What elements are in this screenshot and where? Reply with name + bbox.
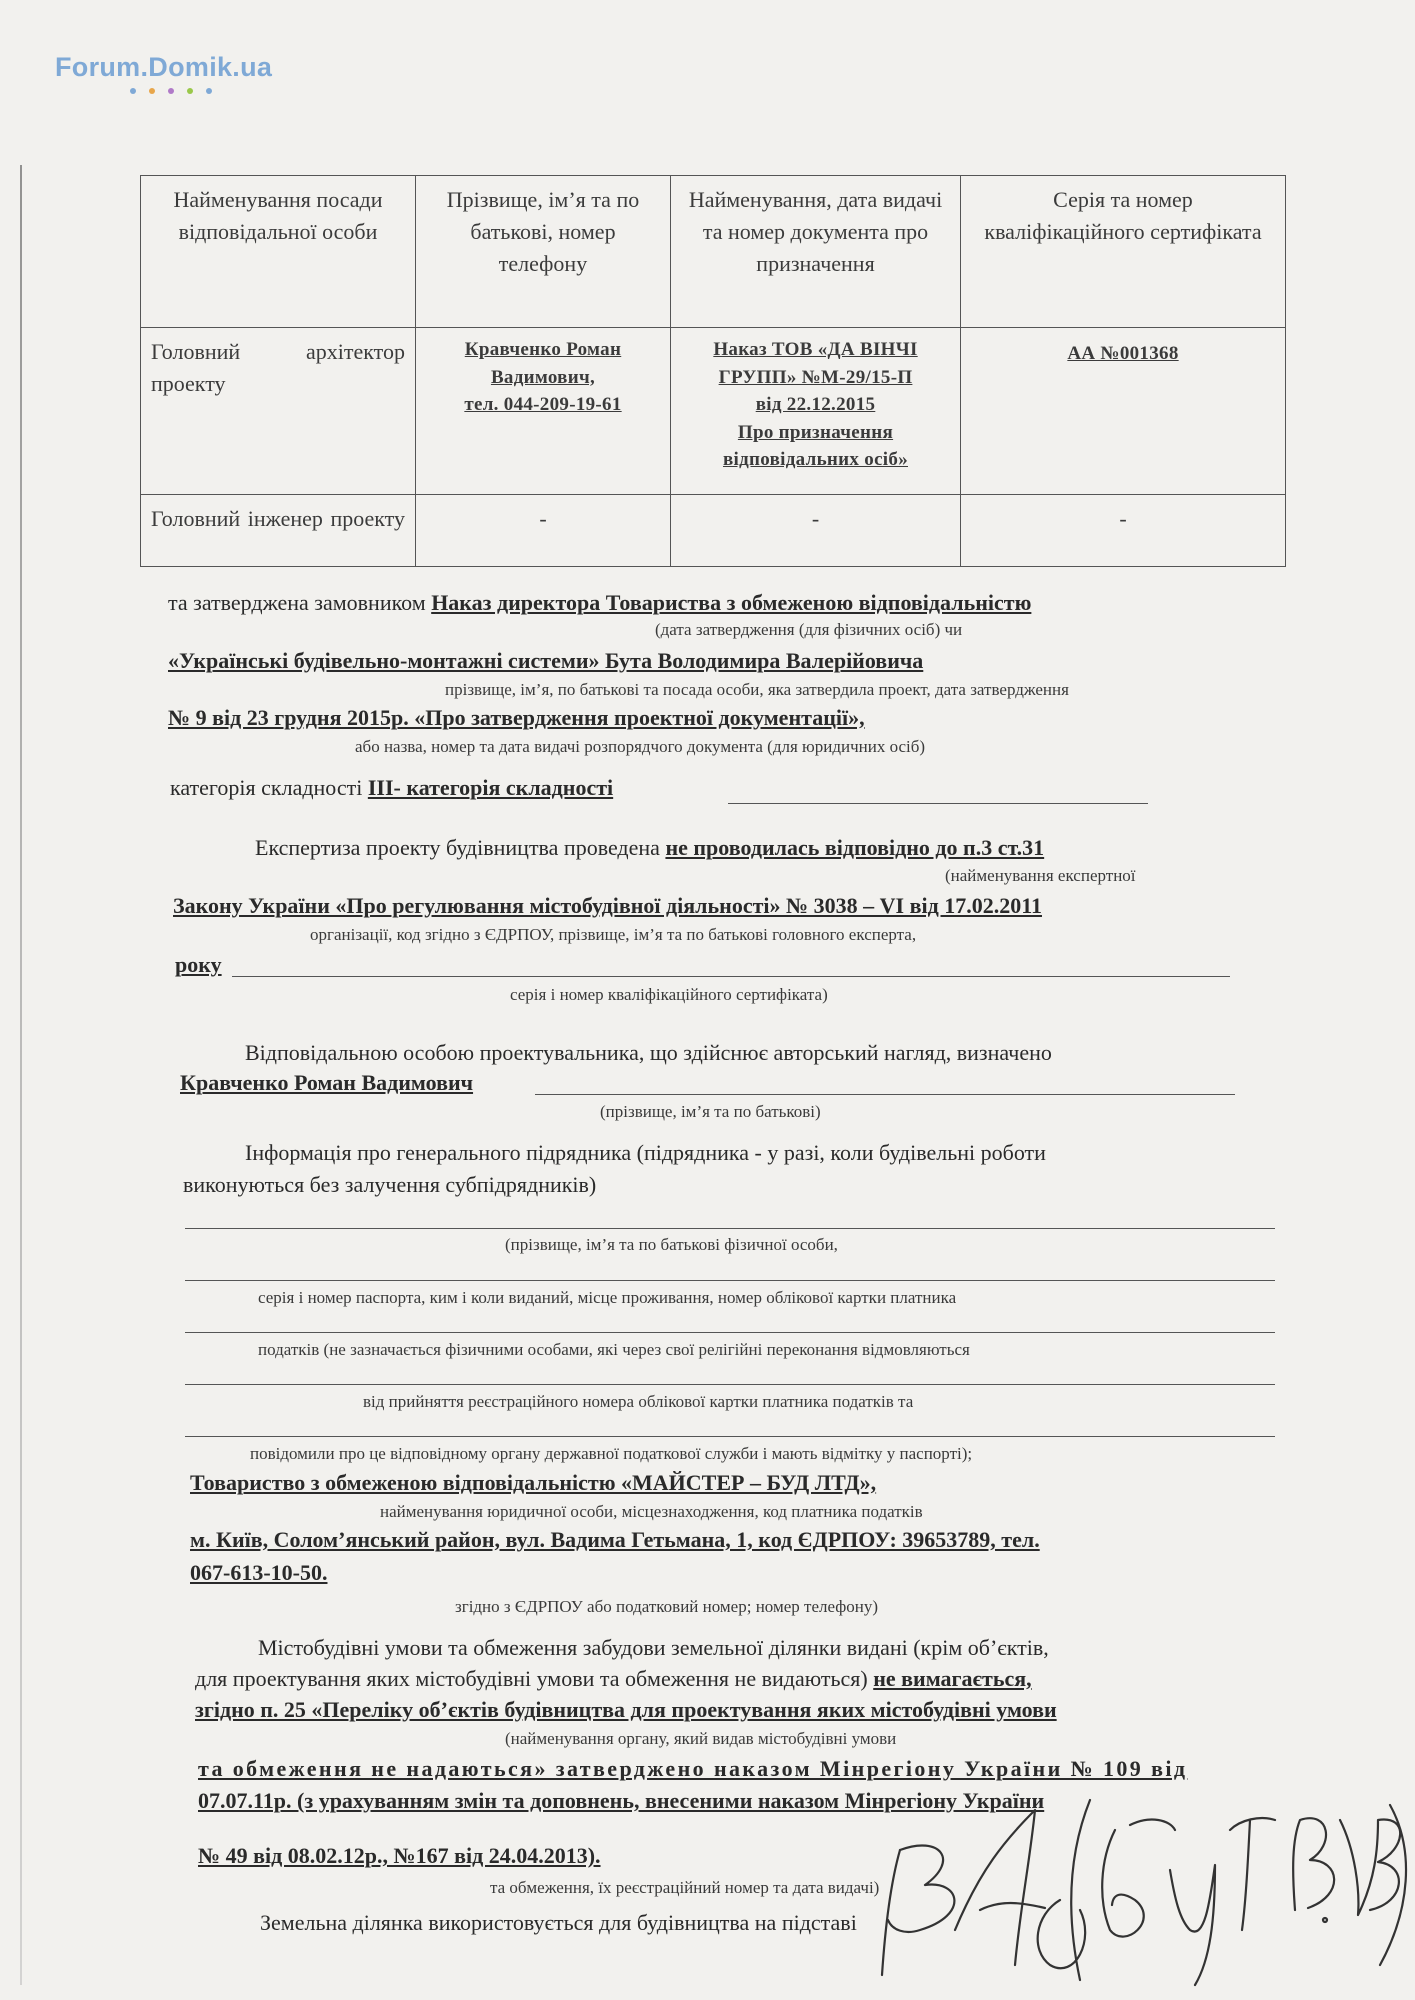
expertise-line-1 xyxy=(255,835,1044,861)
doc-line: від 22.12.2015 xyxy=(755,394,876,416)
signature-stroke xyxy=(980,1903,1045,1910)
signature-stroke xyxy=(1170,1865,1215,1985)
cell-document: - xyxy=(671,495,961,567)
cell-name: - xyxy=(416,495,671,567)
page-edge-shadow xyxy=(20,165,22,1985)
name-line: Кравченко Роман xyxy=(464,339,622,360)
conditions-line-2 xyxy=(195,1666,1032,1692)
contractor-rule xyxy=(185,1436,1275,1437)
approval-caption-1: (дата затвердження (для фізичних осіб) чи xyxy=(655,620,963,639)
conditions-caption-1: (найменування органу, який видав містобудівні умови xyxy=(505,1729,897,1748)
conditions-line-6: № 49 від 08.02.12р., №167 від 24.04.2013). xyxy=(198,1843,601,1868)
doc-line: Наказ ТОВ «ДА ВІНЧІ xyxy=(713,339,918,360)
cell-position: Головний архітектор проекту xyxy=(141,328,416,495)
contractor-caption-2: серія і номер паспорта, ким і коли виданий, місце проживання, номер облікової картки платника xyxy=(258,1288,957,1307)
supervision-line: Відповідальною особою проектувальника, що здійснює авторський нагляд, визначено xyxy=(245,1040,1052,1065)
signature-stroke xyxy=(1230,1818,1275,1930)
header-certificate: Серія та номер кваліфікаційного сертифіката xyxy=(961,176,1286,328)
watermark-dot xyxy=(206,88,212,94)
signature-stroke xyxy=(1102,1830,1144,1937)
table-row xyxy=(141,328,1286,495)
signature-stroke xyxy=(1038,1900,1086,1968)
expertise-underline xyxy=(232,976,1230,977)
contractor-caption-7: згідно з ЄДРПОУ або податковий номер; номер телефону) xyxy=(455,1597,878,1616)
complexity-label: категорія складності xyxy=(170,775,363,800)
phone-line: тел. 044-209-19-61 xyxy=(464,394,622,416)
approval-order: Наказ директора Товариства з обмеженою відповідальністю xyxy=(431,590,1032,615)
watermark-dots xyxy=(130,88,212,94)
approval-line-1 xyxy=(168,590,1031,616)
table-header-row xyxy=(141,176,1286,328)
contractor-caption-3: податків (не зазначається фізичними особами, які через свої релігійні переконання відмовляються xyxy=(258,1340,970,1359)
conditions-line-3: згідно п. 25 «Переліку об’єктів будівництва для проектування яких містобудівні умови xyxy=(195,1697,1057,1722)
handwritten-signature xyxy=(830,1790,1410,1990)
contractor-caption-1: (прізвище, ім’я та по батькові фізичної особи, xyxy=(505,1235,838,1254)
contractor-caption-4: від прийняття реєстраційного номера облікової картки платника податків та xyxy=(363,1392,914,1411)
expertise-caption-2: організації, код згідно з ЄДРПОУ, прізвище, ім’я та по батькові головного експерта, xyxy=(310,925,917,944)
signature-stroke xyxy=(1380,1805,1406,1965)
approval-caption-2: прізвище, ім’я, по батькові та посада особи, яка затвердила проект, дата затвердження xyxy=(445,680,1069,699)
expertise-caption-1: (найменування експертної xyxy=(945,866,1136,885)
supervision-underline xyxy=(535,1094,1235,1095)
conditions-caption-2: та обмеження, їх реєстраційний номер та дата видачі) xyxy=(490,1878,880,1897)
header-document: Найменування, дата видачі та номер документа про призначення xyxy=(671,176,961,328)
expertise-result: не проводилась відповідно до п.3 ст.31 xyxy=(665,835,1045,860)
conditions-line-1: Містобудівні умови та обмеження забудови земельної ділянки видані (крім об’єктів, xyxy=(258,1635,1049,1660)
doc-line: відповідальних осіб» xyxy=(722,449,908,471)
expertise-prefix: Експертиза проекту будівництва проведена xyxy=(255,835,660,860)
signature-dot xyxy=(1323,1918,1327,1922)
name-line: Вадимович, xyxy=(490,366,596,388)
contractor-address-1: м. Київ, Солом’янський район, вул. Вадима Гетьмана, 1, код ЄДРПОУ: 39653789, тел. xyxy=(190,1527,1040,1552)
header-position: Найменування посади відповідальної особи xyxy=(141,176,416,328)
expertise-line-2: Закону України «Про регулювання містобудівної діяльності» № 3038 – VI від 17.02.2011 xyxy=(173,893,1042,918)
watermark-dot xyxy=(168,88,174,94)
signature-stroke xyxy=(882,1850,900,1975)
cell-position: Головний інженер проекту xyxy=(141,495,416,567)
contractor-rule xyxy=(185,1228,1275,1229)
contractor-rule xyxy=(185,1384,1275,1385)
contractor-address-2: 067-613-10-50. xyxy=(190,1560,328,1585)
conditions-status: не вимагається, xyxy=(873,1666,1032,1691)
supervision-caption: (прізвище, ім’я та по батькові) xyxy=(600,1102,821,1121)
conditions-line-4: та обмеження не надаються» затверджено наказом Мінрегіону України № 109 від xyxy=(198,1756,1188,1781)
signature-stroke xyxy=(955,1810,1035,1965)
signature-stroke xyxy=(1293,1818,1334,1910)
complexity-underline xyxy=(728,803,1148,804)
signature-stroke xyxy=(1130,1820,1175,1830)
watermark-logo: Forum.Domik.ua xyxy=(55,52,273,82)
conditions-text: для проектування яких містобудівні умови та обмеження не видаються) xyxy=(195,1666,868,1691)
table-row xyxy=(141,495,1286,567)
cell-document xyxy=(671,328,961,495)
responsible-persons-table xyxy=(140,175,1286,567)
approval-caption-3: або назва, номер та дата видачі розпорядчого документа (для юридичних осіб) xyxy=(355,737,926,756)
contractor-company: Товариство з обмеженою відповідальністю «МАЙСТЕР – БУД ЛТД», xyxy=(190,1470,877,1495)
conditions-line-5: 07.07.11р. (з урахуванням змін та доповнень, внесеними наказом Мінрегіону України xyxy=(198,1788,1045,1813)
approval-line-2: «Українські будівельно-монтажні системи» Бута Володимира Валерійовича xyxy=(168,648,924,673)
complexity-value: ІІІ- категорія складності xyxy=(367,775,614,800)
contractor-rule xyxy=(185,1332,1275,1333)
cell-certificate xyxy=(961,328,1286,495)
approval-line-3: № 9 від 23 грудня 2015р. «Про затвердження проектної документації», xyxy=(168,705,865,730)
doc-line: Про призначення xyxy=(737,421,894,443)
watermark-dot xyxy=(130,88,136,94)
expertise-caption-3: серія і номер кваліфікаційного сертифіката) xyxy=(510,985,828,1004)
contractor-caption-6: найменування юридичної особи, місцезнаходження, код платника податків xyxy=(380,1502,923,1521)
expertise-line-3: року xyxy=(175,952,222,977)
contractor-intro-2: виконуються без залучення субпідрядників) xyxy=(183,1172,597,1197)
cell-name xyxy=(416,328,671,495)
signature-stroke xyxy=(1340,1820,1400,1915)
watermark-dot xyxy=(187,88,193,94)
header-name: Прізвище, ім’я та по батькові, номер телефону xyxy=(416,176,671,328)
certificate-number: АА №001368 xyxy=(1067,343,1179,364)
cell-certificate: - xyxy=(961,495,1286,567)
doc-line: ГРУПП» №М-29/15-П xyxy=(718,366,913,388)
contractor-intro-1: Інформація про генерального підрядника (підрядника - у разі, коли будівельні роботи xyxy=(245,1140,1046,1165)
watermark-dot xyxy=(149,88,155,94)
contractor-caption-5: повідомили про це відповідному органу державної податкової служби і мають відмітку у паспорті); xyxy=(250,1444,973,1463)
land-basis-line: Земельна ділянка використовується для будівництва на підставі xyxy=(260,1910,857,1935)
complexity-line xyxy=(170,775,613,801)
supervision-name: Кравченко Роман Вадимович xyxy=(180,1070,474,1095)
contractor-rule xyxy=(185,1280,1275,1281)
approval-prefix: та затверджена замовником xyxy=(168,590,426,615)
